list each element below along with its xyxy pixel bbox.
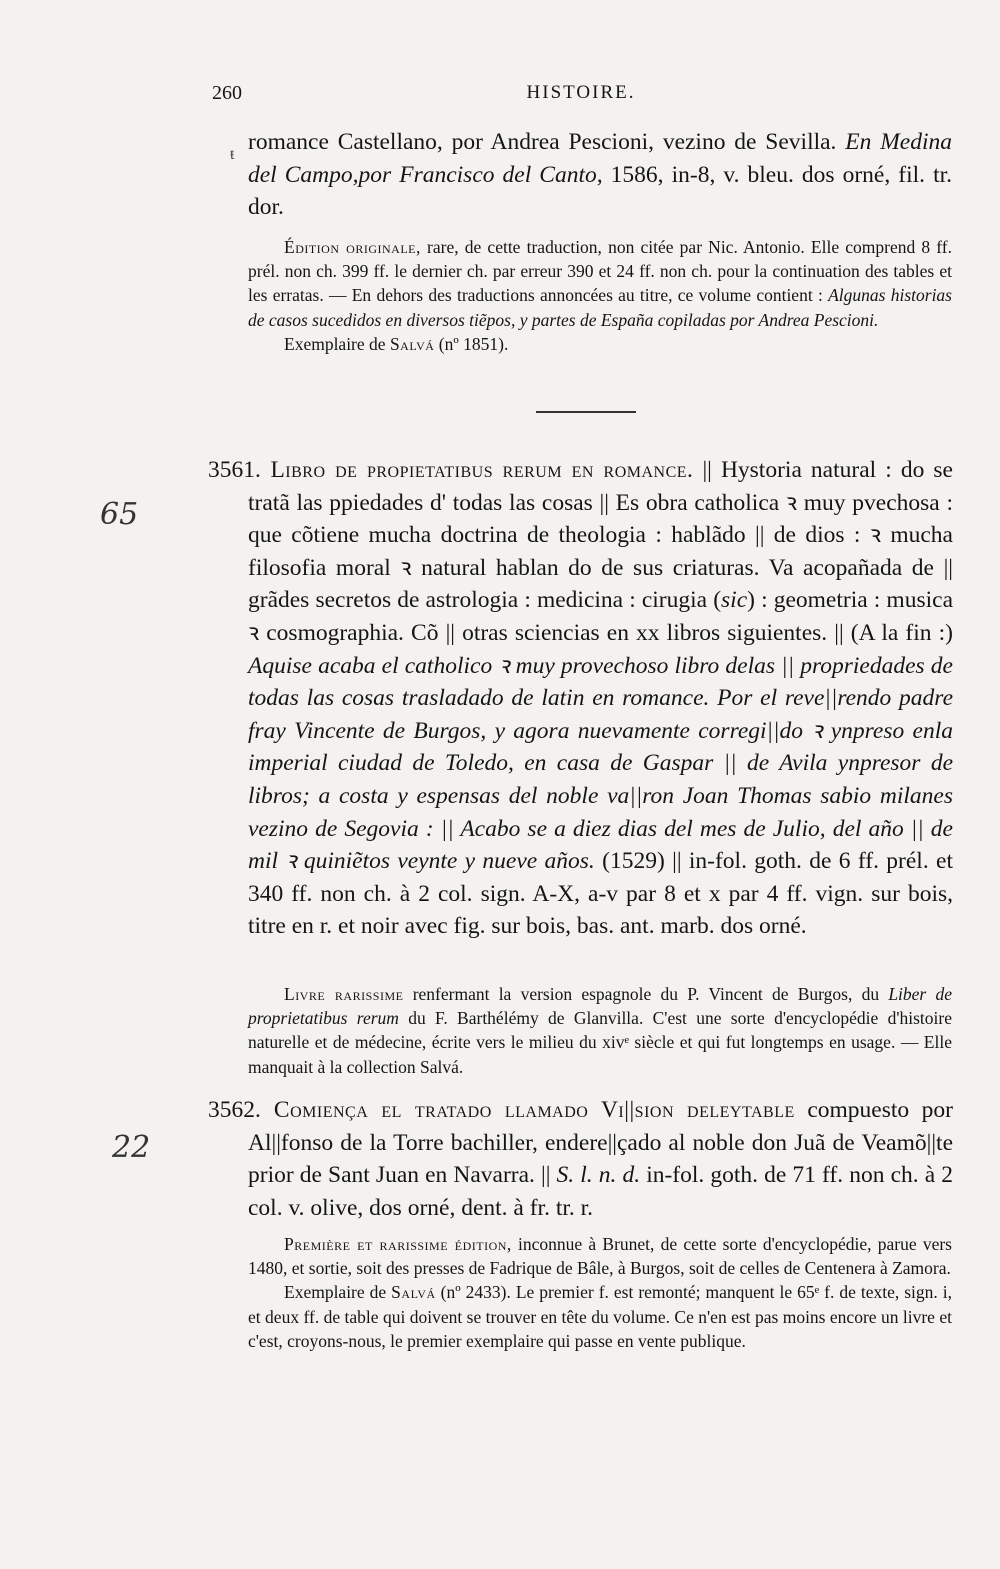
note-paragraph: Première et rarissime édition, inconnue à Brunet, de cette sorte d'encyclopédie, parue vers 1480, et sortie, soit des presses de Fadrique de Bâle, à Burgos, soit de celles de Centenera à Zamora. bbox=[248, 1234, 952, 1279]
entry-3562 bbox=[208, 1094, 953, 1224]
entry-number: 3562. bbox=[208, 1097, 261, 1123]
page-number: 260 bbox=[212, 82, 242, 104]
note-paragraph: Livre rarissime renfermant la version espagnole du P. Vincent de Burgos, du Liber de proprietatibus rerum du F. Barthélémy de Glanvilla. C'est une sorte d'encyclopédie d'histoire naturelle et de médecine, écrite vers le milieu du xivᵉ siècle et qui fut longtemps en usage. — Elle manquait à la collection Salvá. bbox=[248, 984, 952, 1077]
entry-3562-description: 3562. Comiença el tratado llamado Vi||sion deleytable compuesto por Al||fonso de la Torre bachiller, endere||çado al noble don Juã de Veamõ||te prior de Sant Juan en Navarra. || S. l. n. d. in-fol. goth. de 71 ff. non ch. à 2 col. v. olive, dos orné, dent. à fr. tr. r. bbox=[208, 1097, 954, 1221]
running-title: HISTOIRE. bbox=[526, 82, 636, 103]
entry-3561 bbox=[208, 454, 953, 943]
entry-3561-description: 3561. Libro de propietatibus rerum en romance. || Hystoria natural : do se tratã las ppiedades d' todas las cosas || Es obra catholica ꝛ muy pvechosa : que cõtiene mucha doctrina de theologia : hablãdo || de dios : ꝛ mucha filosofia moral ꝛ natural hablan do de sus criaturas. Va acopañada de || grãdes secretos de astrologia : medicina : cirugia (sic) : geometria : musica ꝛ cosmographia. Cõ || otras sciencias en xx libros siguientes. || (A la fin :) Aquise acaba el catholico ꝛ muy provechoso libro delas || propriedades de todas las cosas trasladado de latin en romance. Por el reve||rendo padre fray Vincente de Burgos, y agora nuevamente corregi||do ꝛ ynpreso enla imperial ciudad de Toledo, en casa de Gaspar || de Avila ynpresor de libros; a costa y espensas del noble va||ron Joan Thomas sabio milanes vezino de Segovia : || Acabo se a diez dias del mes de Julio, del año || de mil ꝛ quiniẽtos veynte y nueve años. (1529) || in-fol. goth. de 6 ff. prél. et 340 ff. non ch. à 2 col. sign. A-X, a-v par 8 et x par 4 ff. vign. sur bois, titre en r. et noir avec fig. sur bois, bas. ant. marb. dos orné. bbox=[208, 457, 953, 940]
note-paragraph: Édition originale, rare, de cette traduction, non citée par Nic. Antonio. Elle comprend 8 ff. prél. non ch. 399 ff. le dernier ch. par erreur 390 et 24 ff. non ch. pour la continuation des tables et les erratas. — En dehors des traductions annoncées au titre, ce volume contient : Algunas historias de casos sucedidos en diversos tiẽpos, y partes de España copiladas por Andrea Pescioni. bbox=[248, 237, 952, 330]
entry-3561-note bbox=[248, 982, 952, 1079]
exemplaire-line: Exemplaire de Salvá (nº 2433). Le premier f. est remonté; manquent le 65ᵉ f. de texte, sign. i, et deux ff. de table qui doivent se trouver en tête du volume. Ce n'en est pas moins encore un livre et c'est, croyons-nous, le premier exemplaire qui passe en vente publique. bbox=[248, 1282, 952, 1351]
section-divider bbox=[536, 411, 636, 413]
margin-note-22: 22 bbox=[112, 1130, 151, 1165]
exemplaire-line: Exemplaire de Salvá (nº 1851). bbox=[284, 333, 509, 354]
continued-entry-note bbox=[248, 235, 952, 356]
page-header bbox=[212, 82, 950, 112]
margin-tick-mark: ŧ bbox=[230, 146, 235, 163]
continued-entry-title: romance Castellano, por Andrea Pescioni, vezino de Sevilla. En Medina del Campo,por Francisco del Canto, 1586, in-8, v. bleu. dos orné, fil. tr. dor. bbox=[248, 129, 953, 221]
margin-note-65: 65 bbox=[100, 497, 139, 532]
continued-entry bbox=[248, 126, 952, 224]
entry-3562-note bbox=[248, 1232, 952, 1353]
entry-number: 3561. bbox=[208, 457, 261, 483]
